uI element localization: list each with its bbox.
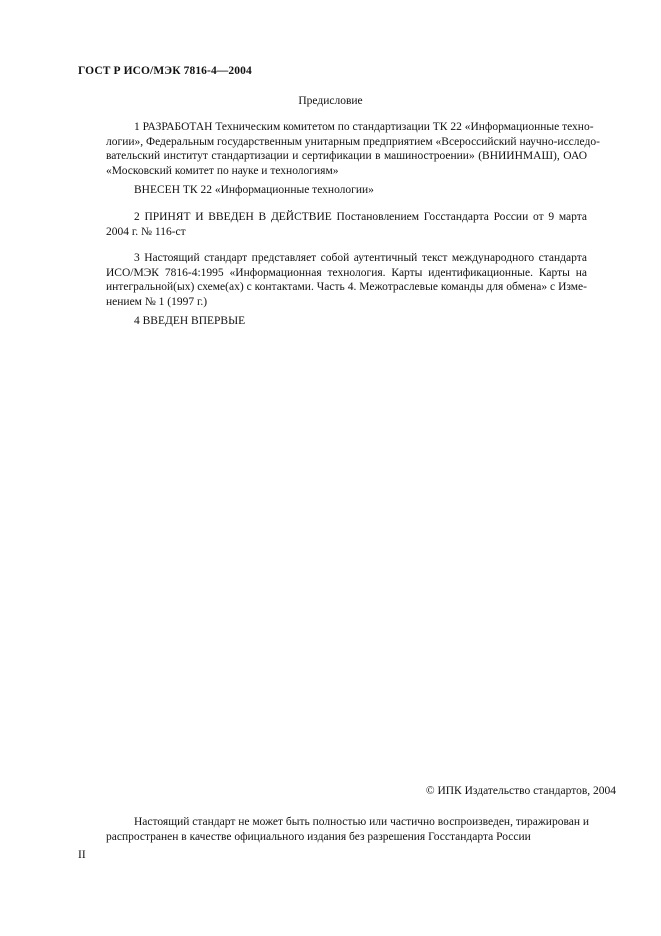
paragraph-line: ВНЕСЕН ТК 22 «Информационные технологии»: [134, 184, 374, 196]
paragraph-line: 2004 г. № 116-ст: [106, 225, 186, 238]
foreword-title: Предисловие: [298, 95, 363, 107]
paragraph-developed-by: [78, 120, 600, 178]
paragraph-introduced-by: [78, 183, 587, 198]
page-number: II: [78, 849, 86, 861]
paragraph-line: 1 РАЗРАБОТАН Техническим комитетом по стандартизации ТК 22 «Информационные техно-: [134, 121, 594, 133]
paragraph-line: ИСО/МЭК 7816-4:1995 «Информационная технология. Карты идентификационные. Карты на: [106, 266, 587, 279]
standard-code-header: ГОСТ Р ИСО/МЭК 7816-4—2004: [78, 65, 252, 77]
paragraph-adopted: [78, 210, 587, 239]
notice-line: распространен в качестве официального издания без разрешения Госстандарта России: [106, 830, 531, 843]
paragraph-line: 3 Настоящий стандарт представляет собой аутентичный текст международного стандарта: [134, 252, 587, 264]
paragraph-line: 4 ВВЕДЕН ВПЕРВЫЕ: [134, 315, 246, 327]
paragraph-line: вательский институт стандартизации и сертификации в машиностроении» (ВНИИНМАШ), ОАО: [106, 150, 587, 162]
paragraph-authentic-text: [78, 251, 587, 309]
paragraph-line: нением № 1 (1997 г.): [106, 295, 208, 308]
paragraph-first-introduced: [78, 314, 587, 329]
paragraph-line: «Московский комитет по науке и технологиям»: [106, 164, 339, 177]
copyright-line: © ИПК Издательство стандартов, 2004: [425, 785, 616, 797]
notice-line: Настоящий стандарт не может быть полностью или частично воспроизведен, тиражирован и: [134, 816, 590, 828]
paragraph-line: интегральной(ых) схеме(ах) с контактами. Часть 4. Межотраслевые команды для обмена» с Изме-: [106, 281, 587, 293]
paragraph-line: логии», Федеральным государственным унитарным предприятием «Всероссийский научно-исследо-: [106, 135, 600, 148]
reproduction-notice: [78, 815, 590, 844]
paragraph-line: 2 ПРИНЯТ И ВВЕДЕН В ДЕЙСТВИЕ Постановлением Госстандарта России от 9 марта: [134, 211, 587, 223]
